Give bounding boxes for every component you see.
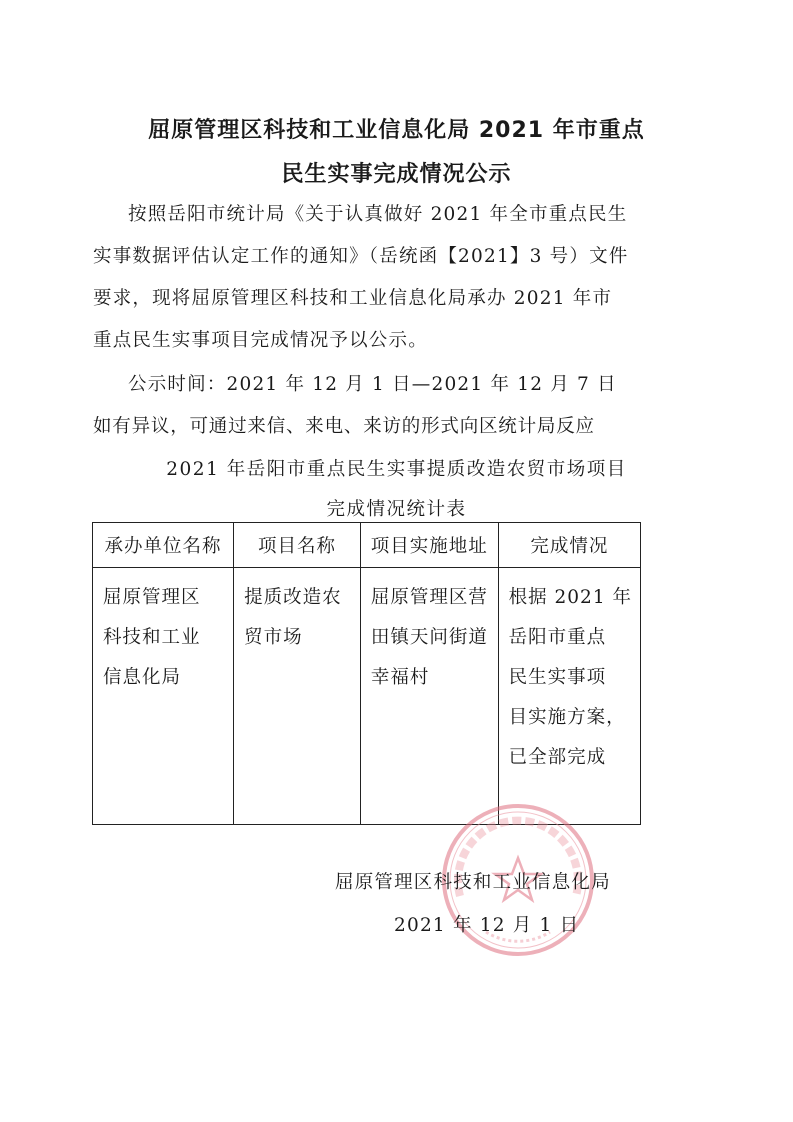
document-title-line2: 民生实事完成情况公示 [281,162,512,187]
cell-unit-name [93,568,234,825]
table-caption-line1: 2021 年岳阳市重点民生实事提质改造农贸市场项目 [166,459,627,480]
cell-line: 田镇天问街道 [370,627,488,648]
cell-line: 提质改造农 [244,587,342,608]
body-line: 实事数据评估认定工作的通知》（岳统函【2021】3 号）文件 [93,246,629,267]
body-line: 按照岳阳市统计局《关于认真做好 2021 年全市重点民生 [128,204,628,225]
cell-line: 岳阳市重点 [508,627,607,648]
header-project-name: 项目名称 [234,523,361,568]
cell-line: 民生实事项 [508,667,607,688]
cell-line: 目实施方案， [508,707,626,728]
body-line: 重点民生实事项目完成情况予以公示。 [93,330,428,351]
objection-note: 如有异议，可通过来信、来电、来访的形式向区统计局反应 [93,416,595,437]
signing-organization: 屈原管理区科技和工业信息化局 [335,872,611,893]
cell-line: 贸市场 [244,627,303,648]
cell-line: 科技和工业 [103,627,201,648]
publicity-period: 公示时间：2021 年 12 月 1 日—2021 年 12 月 7 日 [128,374,617,395]
cell-line: 根据 2021 年 [508,587,632,608]
cell-line: 幸福村 [370,667,430,688]
cell-project-address [360,568,498,825]
header-completion-status: 完成情况 [498,523,640,568]
document-title-line1: 屈原管理区科技和工业信息化局 2021 年市重点 [148,118,645,143]
body-line: 要求，现将屈原管理区科技和工业信息化局承办 2021 年市 [93,288,613,309]
table-caption-line2: 完成情况统计表 [326,499,467,520]
table-header-row [93,523,641,568]
cell-line: 屈原管理区 [103,587,201,608]
header-unit-name: 承办单位名称 [93,523,234,568]
cell-project-name [234,568,361,825]
cell-completion-status [498,568,640,825]
table-row [93,568,641,825]
cell-line: 信息化局 [103,667,182,688]
signing-date: 2021 年 12 月 1 日 [394,915,580,936]
statistics-table [92,522,641,825]
header-project-address: 项目实施地址 [360,523,498,568]
cell-line: 已全部完成 [508,747,607,768]
cell-line: 屈原管理区营 [370,587,488,608]
